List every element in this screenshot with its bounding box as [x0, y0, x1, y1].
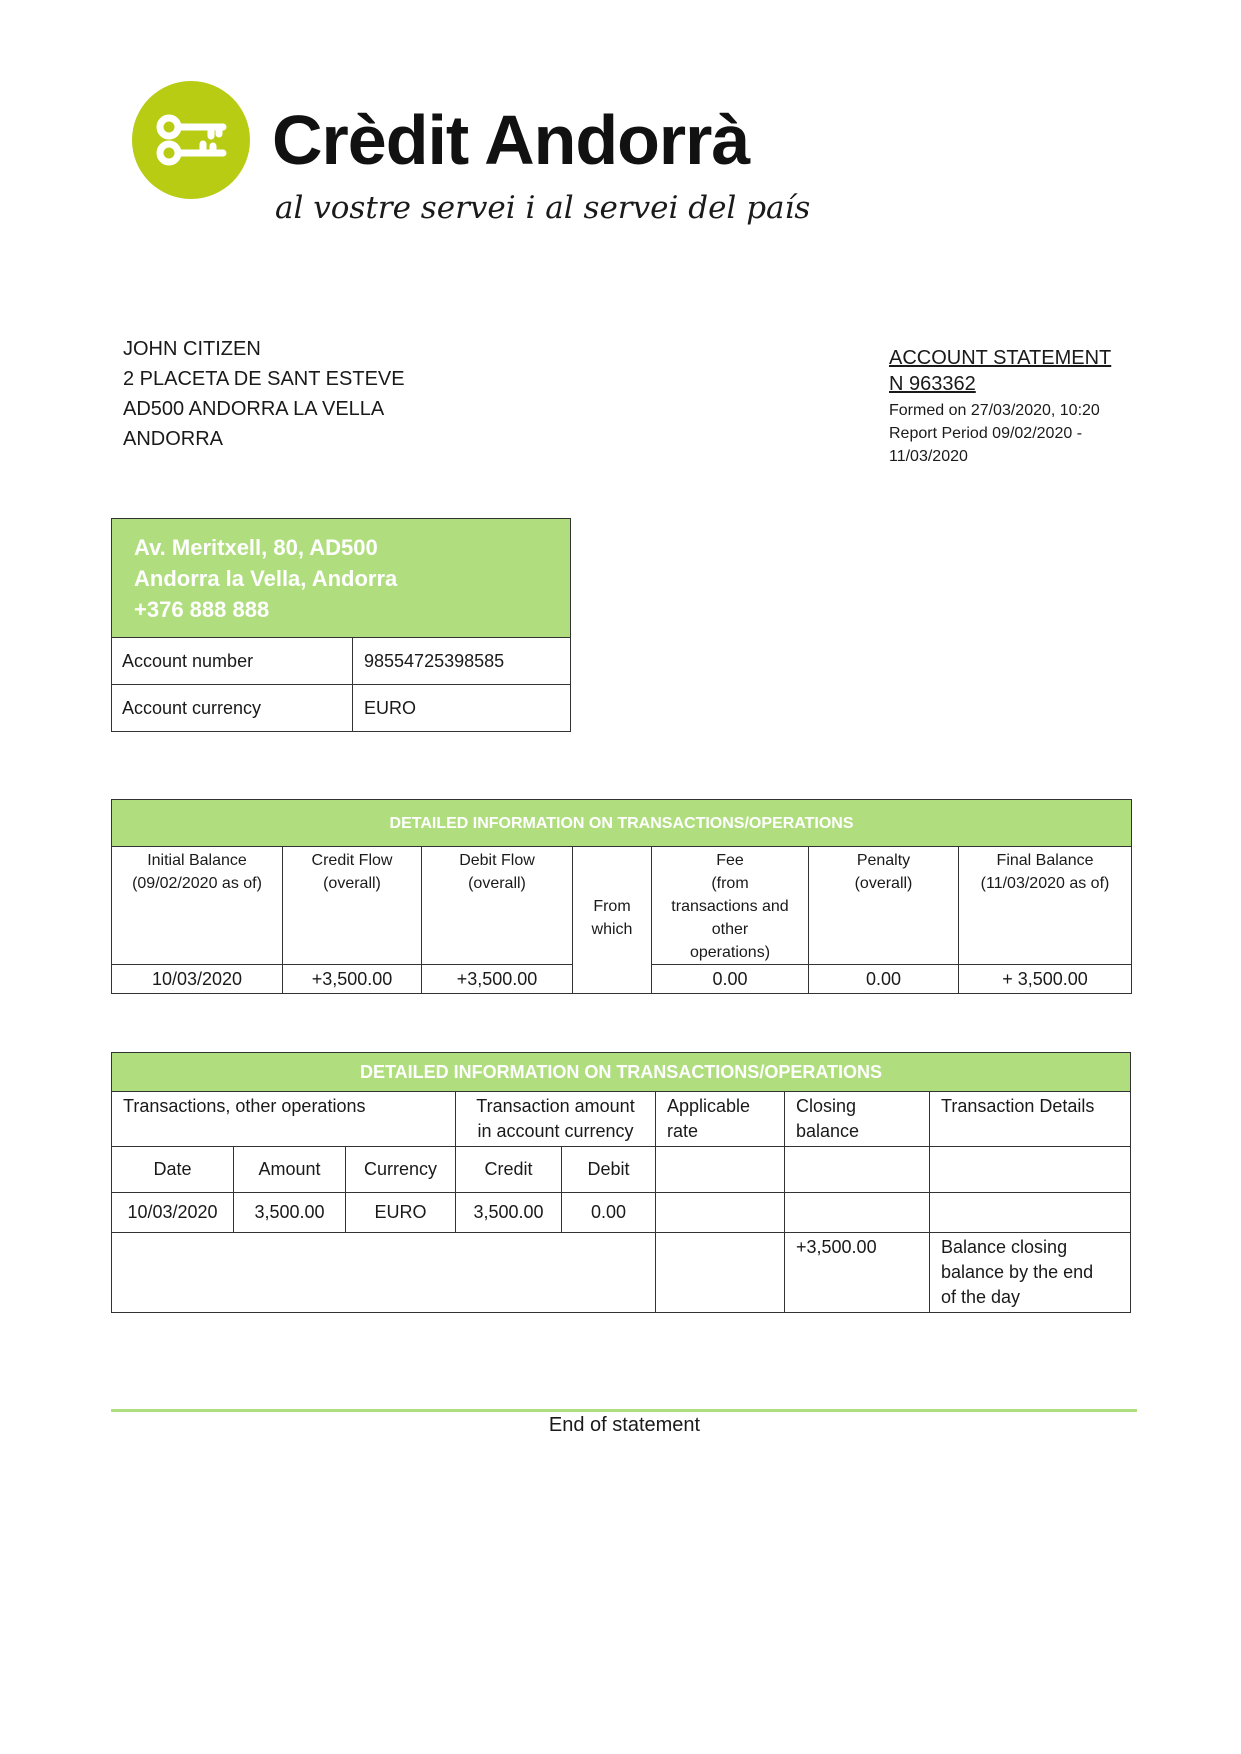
key-icon: [153, 110, 229, 170]
bank-tagline: al vostre servei i al servei del país: [275, 190, 811, 226]
credit-flow-header: Credit Flow (overall): [283, 847, 422, 965]
branch-address-line1: Av. Meritxell, 80, AD500: [134, 535, 378, 560]
summary-table-title: DETAILED INFORMATION ON TRANSACTIONS/OPERATIONS: [112, 800, 1132, 847]
fee-header: Fee (from transactions and other operations): [652, 847, 809, 965]
account-number-value: 98554725398585: [364, 650, 505, 671]
customer-address-line2: AD500 ANDORRA LA VELLA: [123, 398, 385, 420]
account-number-row: [112, 638, 570, 685]
penalty-header: Penalty (overall): [809, 847, 959, 965]
row-date: 10/03/2020: [112, 1193, 234, 1233]
debit-flow-header: Debit Flow (overall): [422, 847, 573, 965]
account-currency-value: EURO: [364, 697, 417, 718]
empty-cell: [930, 1193, 1131, 1233]
account-currency-row: [112, 685, 570, 731]
customer-country: ANDORRA: [123, 428, 224, 450]
branch-info: [112, 519, 570, 638]
initial-balance-value: 10/03/2020: [112, 965, 283, 994]
closing-details: Balance closing balance by the end of the day: [930, 1233, 1131, 1313]
debit-column-header: Debit: [562, 1147, 656, 1193]
currency-column-header: Currency: [346, 1147, 456, 1193]
credit-flow-value: +3,500.00: [283, 965, 422, 994]
credit-column-header: Credit: [456, 1147, 562, 1193]
statement-period-line2: 11/03/2020: [889, 448, 968, 465]
row-currency: EURO: [346, 1193, 456, 1233]
customer-name: JOHN CITIZEN: [123, 338, 261, 360]
branch-address-line2: Andorra la Vella, Andorra: [134, 566, 398, 591]
empty-cell: [656, 1193, 785, 1233]
final-balance-value: + 3,500.00: [959, 965, 1132, 994]
row-debit: 0.00: [562, 1193, 656, 1233]
date-column-header: Date: [112, 1147, 234, 1193]
applicable-rate-header: Applicable rate: [656, 1092, 785, 1147]
amount-column-header: Amount: [234, 1147, 346, 1193]
statement-title: ACCOUNT STATEMENT: [889, 347, 1112, 369]
closing-row: [112, 1233, 1131, 1313]
empty-cell: [656, 1147, 785, 1193]
bank-name: Crèdit Andorrà: [272, 101, 750, 179]
transactions-group-header: Transactions, other operations: [112, 1092, 456, 1147]
row-amount: 3,500.00: [234, 1193, 346, 1233]
from-which-header: From which: [573, 847, 652, 994]
statement-formed-on: Formed on 27/03/2020, 10:20: [889, 402, 1100, 419]
closing-balance-value: +3,500.00: [785, 1233, 930, 1313]
branch-phone: +376 888 888: [134, 597, 270, 622]
statement-number: N 963362: [889, 373, 976, 395]
account-number-label: Account number: [112, 638, 353, 684]
initial-balance-header: Initial Balance (09/02/2020 as of): [112, 847, 283, 965]
transaction-details-header: Transaction Details: [930, 1092, 1131, 1147]
customer-address-line1: 2 PLACETA DE SANT ESTEVE: [123, 368, 405, 390]
empty-cell: [930, 1147, 1131, 1193]
amount-group-header: Transaction amount in account currency: [456, 1092, 656, 1147]
footer-divider: [111, 1409, 1137, 1412]
transactions-table-title: DETAILED INFORMATION ON TRANSACTIONS/OPERATIONS: [112, 1053, 1131, 1092]
closing-balance-header: Closing balance: [785, 1092, 930, 1147]
empty-cell: [785, 1193, 930, 1233]
summary-table: [111, 799, 1132, 994]
account-currency-label: Account currency: [112, 685, 353, 731]
empty-cell: [785, 1147, 930, 1193]
debit-flow-value: +3,500.00: [422, 965, 573, 994]
empty-cell: [656, 1233, 785, 1313]
row-credit: 3,500.00: [456, 1193, 562, 1233]
branch-account-box: [111, 518, 571, 732]
table-row: [112, 1193, 1131, 1233]
fee-value: 0.00: [652, 965, 809, 994]
transactions-table: [111, 1052, 1131, 1313]
empty-cell: [112, 1233, 656, 1313]
statement-period-line1: Report Period 09/02/2020 -: [889, 425, 1083, 442]
end-of-statement: End of statement: [548, 1414, 701, 1436]
bank-logo: [132, 81, 250, 199]
penalty-value: 0.00: [809, 965, 959, 994]
final-balance-header: Final Balance (11/03/2020 as of): [959, 847, 1132, 965]
